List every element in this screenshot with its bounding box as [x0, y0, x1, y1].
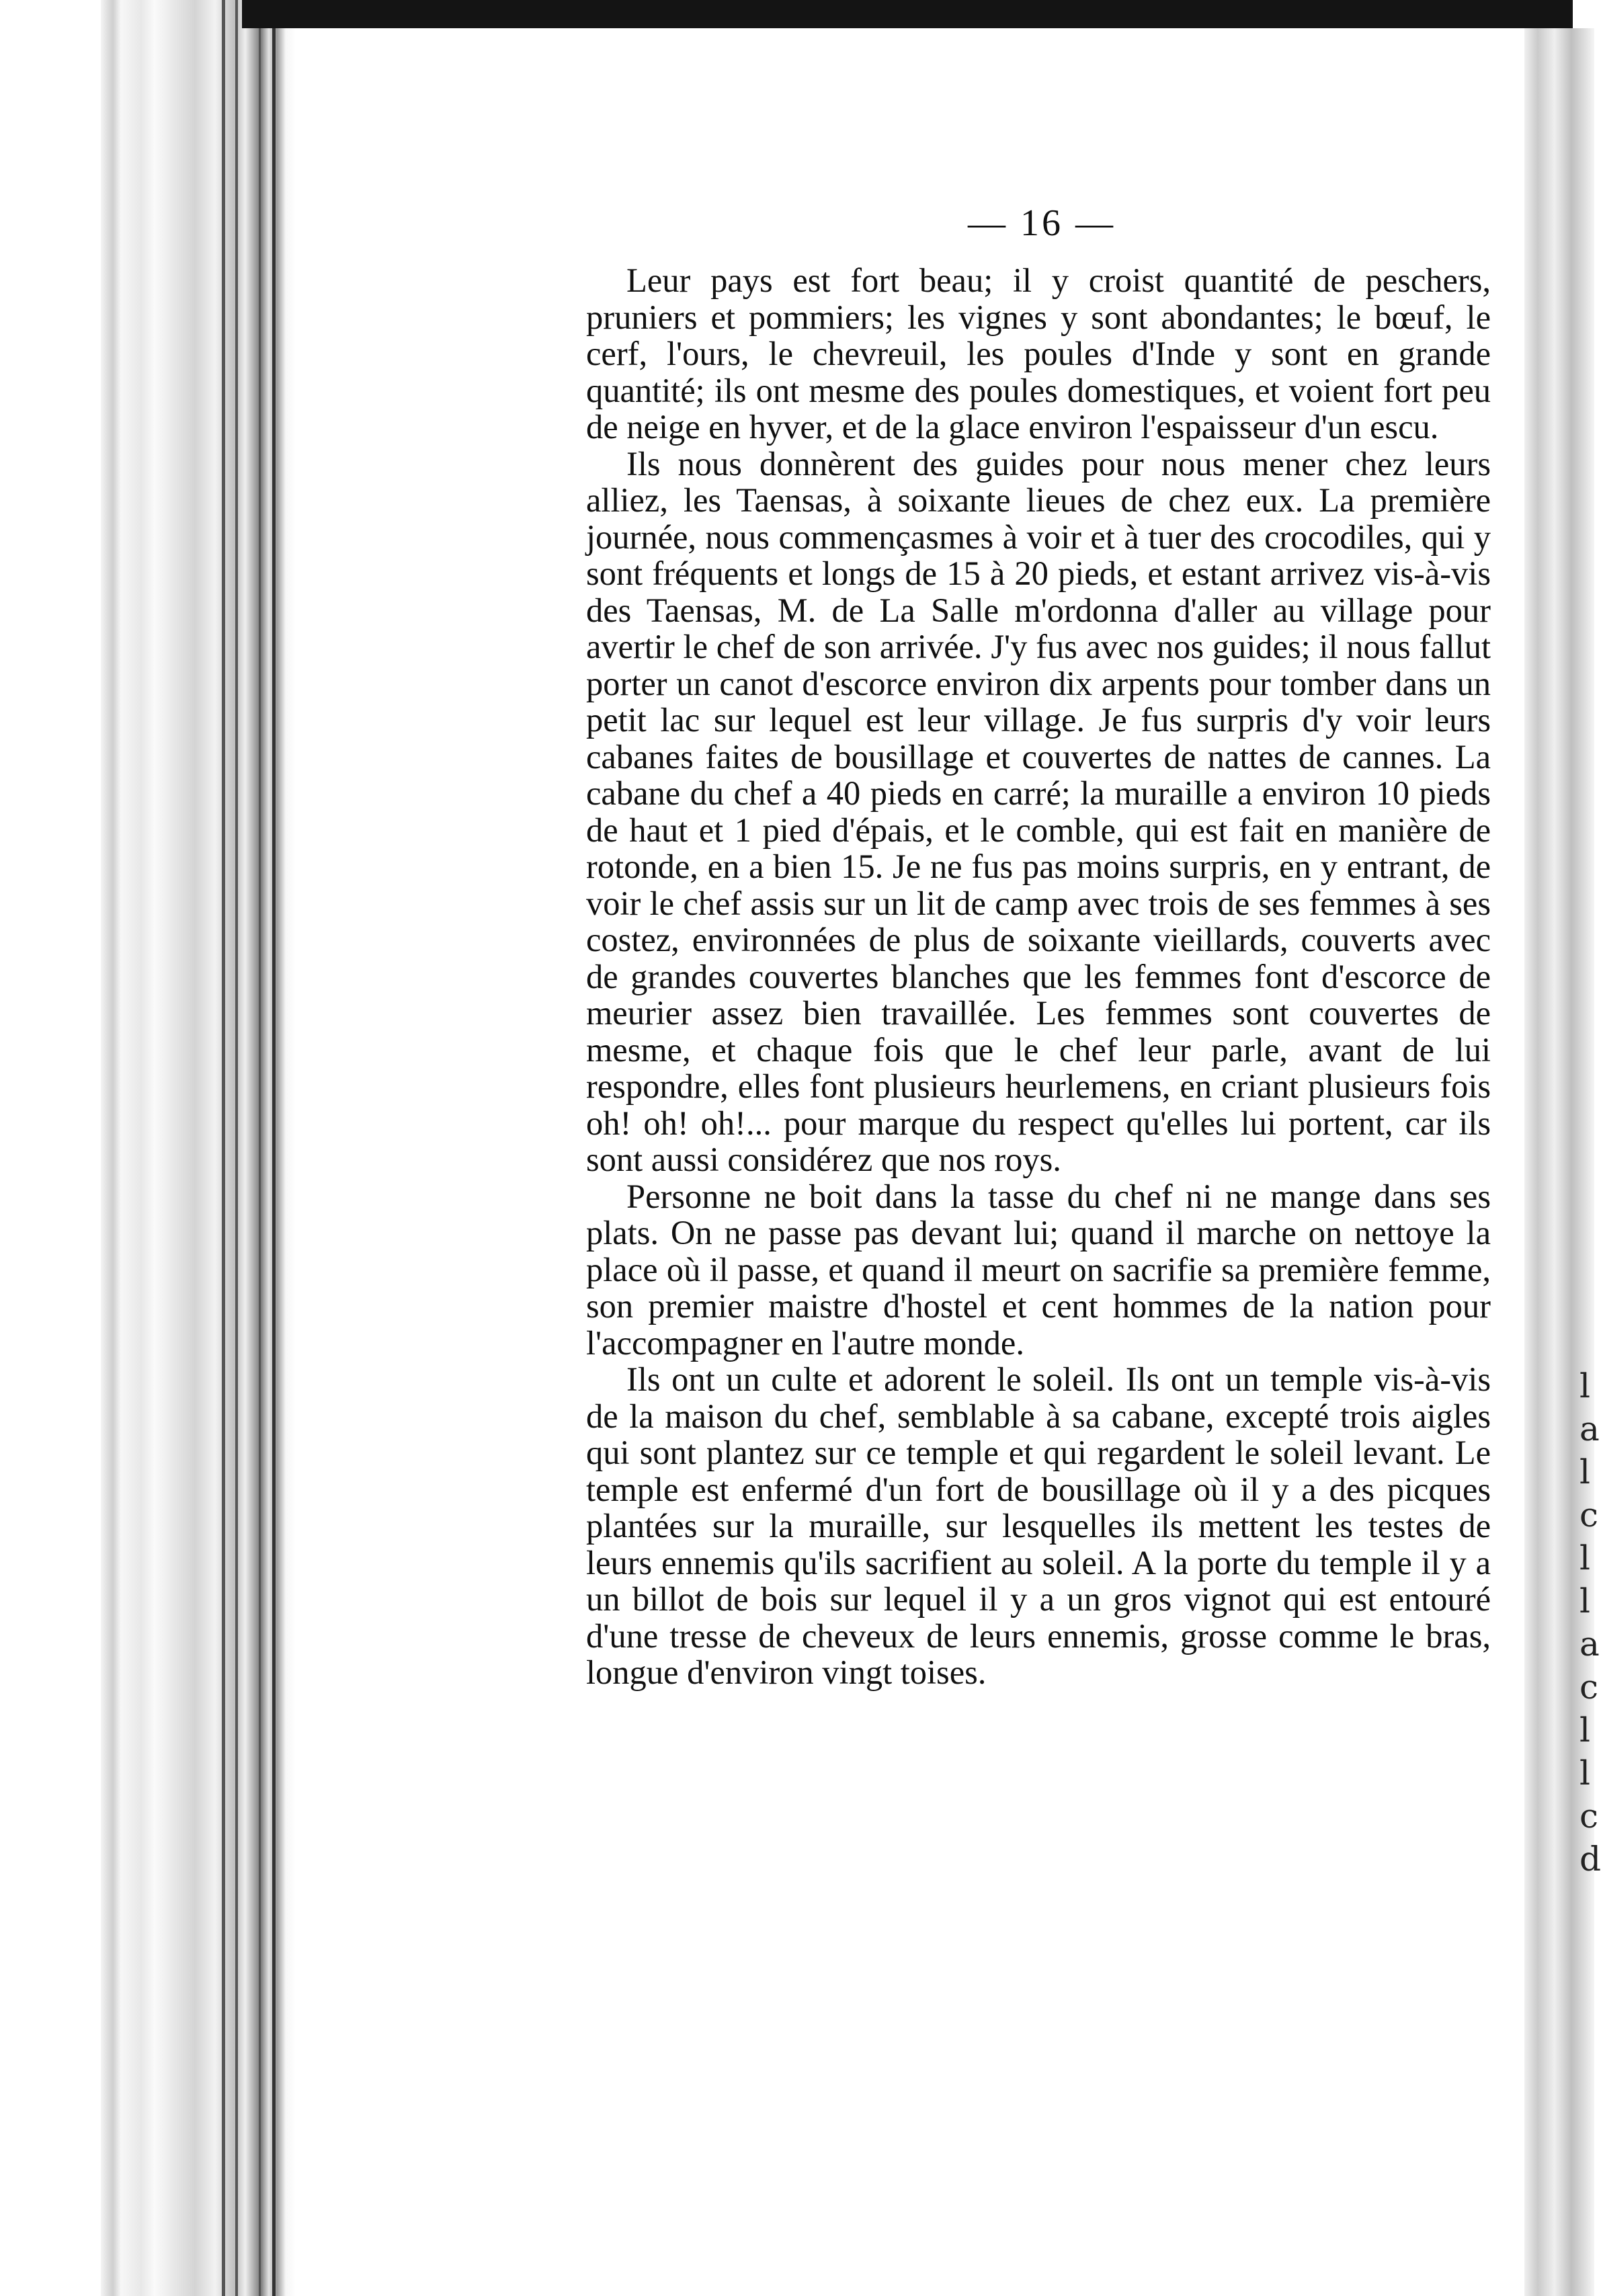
- fragment: d: [1579, 1840, 1601, 1879]
- page-edge-line: [235, 0, 238, 2296]
- book-page-edges: [101, 0, 296, 2296]
- fragment: a: [1579, 1409, 1600, 1448]
- fragment: l: [1579, 1711, 1590, 1750]
- fragment: l: [1579, 1366, 1590, 1405]
- fragment: l: [1579, 1539, 1590, 1577]
- page-edge-line: [222, 0, 225, 2296]
- paragraph: Ils nous donnèrent des guides pour nous mener chez leurs alliez, les Taensas, à soixante lieues de chez eux. La première journée, nous commençasmes à voir et à tuer des crocodiles, qui y sont fréquents et longs de 15 à 20 pieds, et estant arrivez vis-à-vis des Taensas, M. de La Salle m'ordonna d'aller au village pour avertir le chef de son arrivée. J'y fus avec nos guides; il nous fallut porter un canot d'escorce environ dix arpents pour tomber dans un petit lac sur lequel est leur village. Je fus surpris d'y voir leurs cabanes faites de bousillage et couvertes de nattes de cannes. La cabane du chef a 40 pieds en carré; la muraille a environ 10 pieds de haut et 1 pied d'épais, et le comble, qui est fait en manière de rotonde, en a bien 15. Je ne fus pas moins surpris, en y entrant, de voir le chef assis sur un lit de camp avec trois de ses femmes à ses costez, environnées de plus de soixante vieillards, couverts avec de grandes couvertes blanches que les femmes font d'escorce de meurier assez bien travaillée. Les femmes sont couvertes de mesme, et chaque fois que le chef leur parle, avant de lui respondre, elles font plusieurs heurlemens, en criant plusieurs fois oh! oh! oh!... pour marque du respect qu'elles lui portent, car ils sont aussi considérez que nos roys.: [586, 444, 1491, 1178]
- page-number: — 16 —: [968, 202, 1116, 244]
- fragment: l: [1579, 1582, 1590, 1621]
- paragraph: Leur pays est fort beau; il y croist quantité de peschers, pruniers et pommiers; les vignes y sont abondantes; le bœuf, le cerf, l'ours, le chevreuil, les poules d'Inde y sont en grande quantité; ils ont mesme des poules domestiques, et voient fort peu de neige en hyver, et de la glace environ l'espaisseur d'un escu.: [586, 261, 1491, 446]
- paragraph: Personne ne boit dans la tasse du chef ni ne mange dans ses plats. On ne passe pas devant lui; quand il marche on nettoye la place où il passe, et quand il meurt on sacrifie sa première femme, son premier maistre d'hostel et cent hommes de la nation pour l'accompagner en l'autre monde.: [586, 1177, 1491, 1362]
- scan-top-border: [242, 0, 1573, 28]
- fragment: a: [1579, 1625, 1600, 1664]
- fragment: l: [1579, 1452, 1590, 1491]
- fragment: c: [1579, 1797, 1599, 1836]
- page-edge-line: [272, 0, 276, 2296]
- fragment: c: [1579, 1668, 1599, 1707]
- fragment: l: [1579, 1754, 1590, 1793]
- fragment: c: [1579, 1495, 1599, 1534]
- adjacent-page-fragments: [1579, 1364, 1601, 1881]
- page-edge-line: [259, 0, 261, 2296]
- body-text: [586, 262, 1491, 1691]
- paragraph: Ils ont un culte et adorent le soleil. Ils ont un temple vis-à-vis de la maison du chef, semblable à sa cabane, excepté trois aigles qui sont plantez sur ce temple et qui regardent le soleil levant. Le temple est enfermé d'un fort de bousillage où il y a des picques plantées sur la muraille, sur lesquelles ils mettent les testes de leurs ennemis qu'ils sacrifient au soleil. A la porte du temple il y a un billot de bois sur lequel il y a un gros vignot qui est entouré d'une tresse de cheveux de leurs ennemis, grosse comme le bras, longue d'environ vingt toises.: [586, 1360, 1491, 1691]
- adjacent-page-edge: [1524, 28, 1594, 2296]
